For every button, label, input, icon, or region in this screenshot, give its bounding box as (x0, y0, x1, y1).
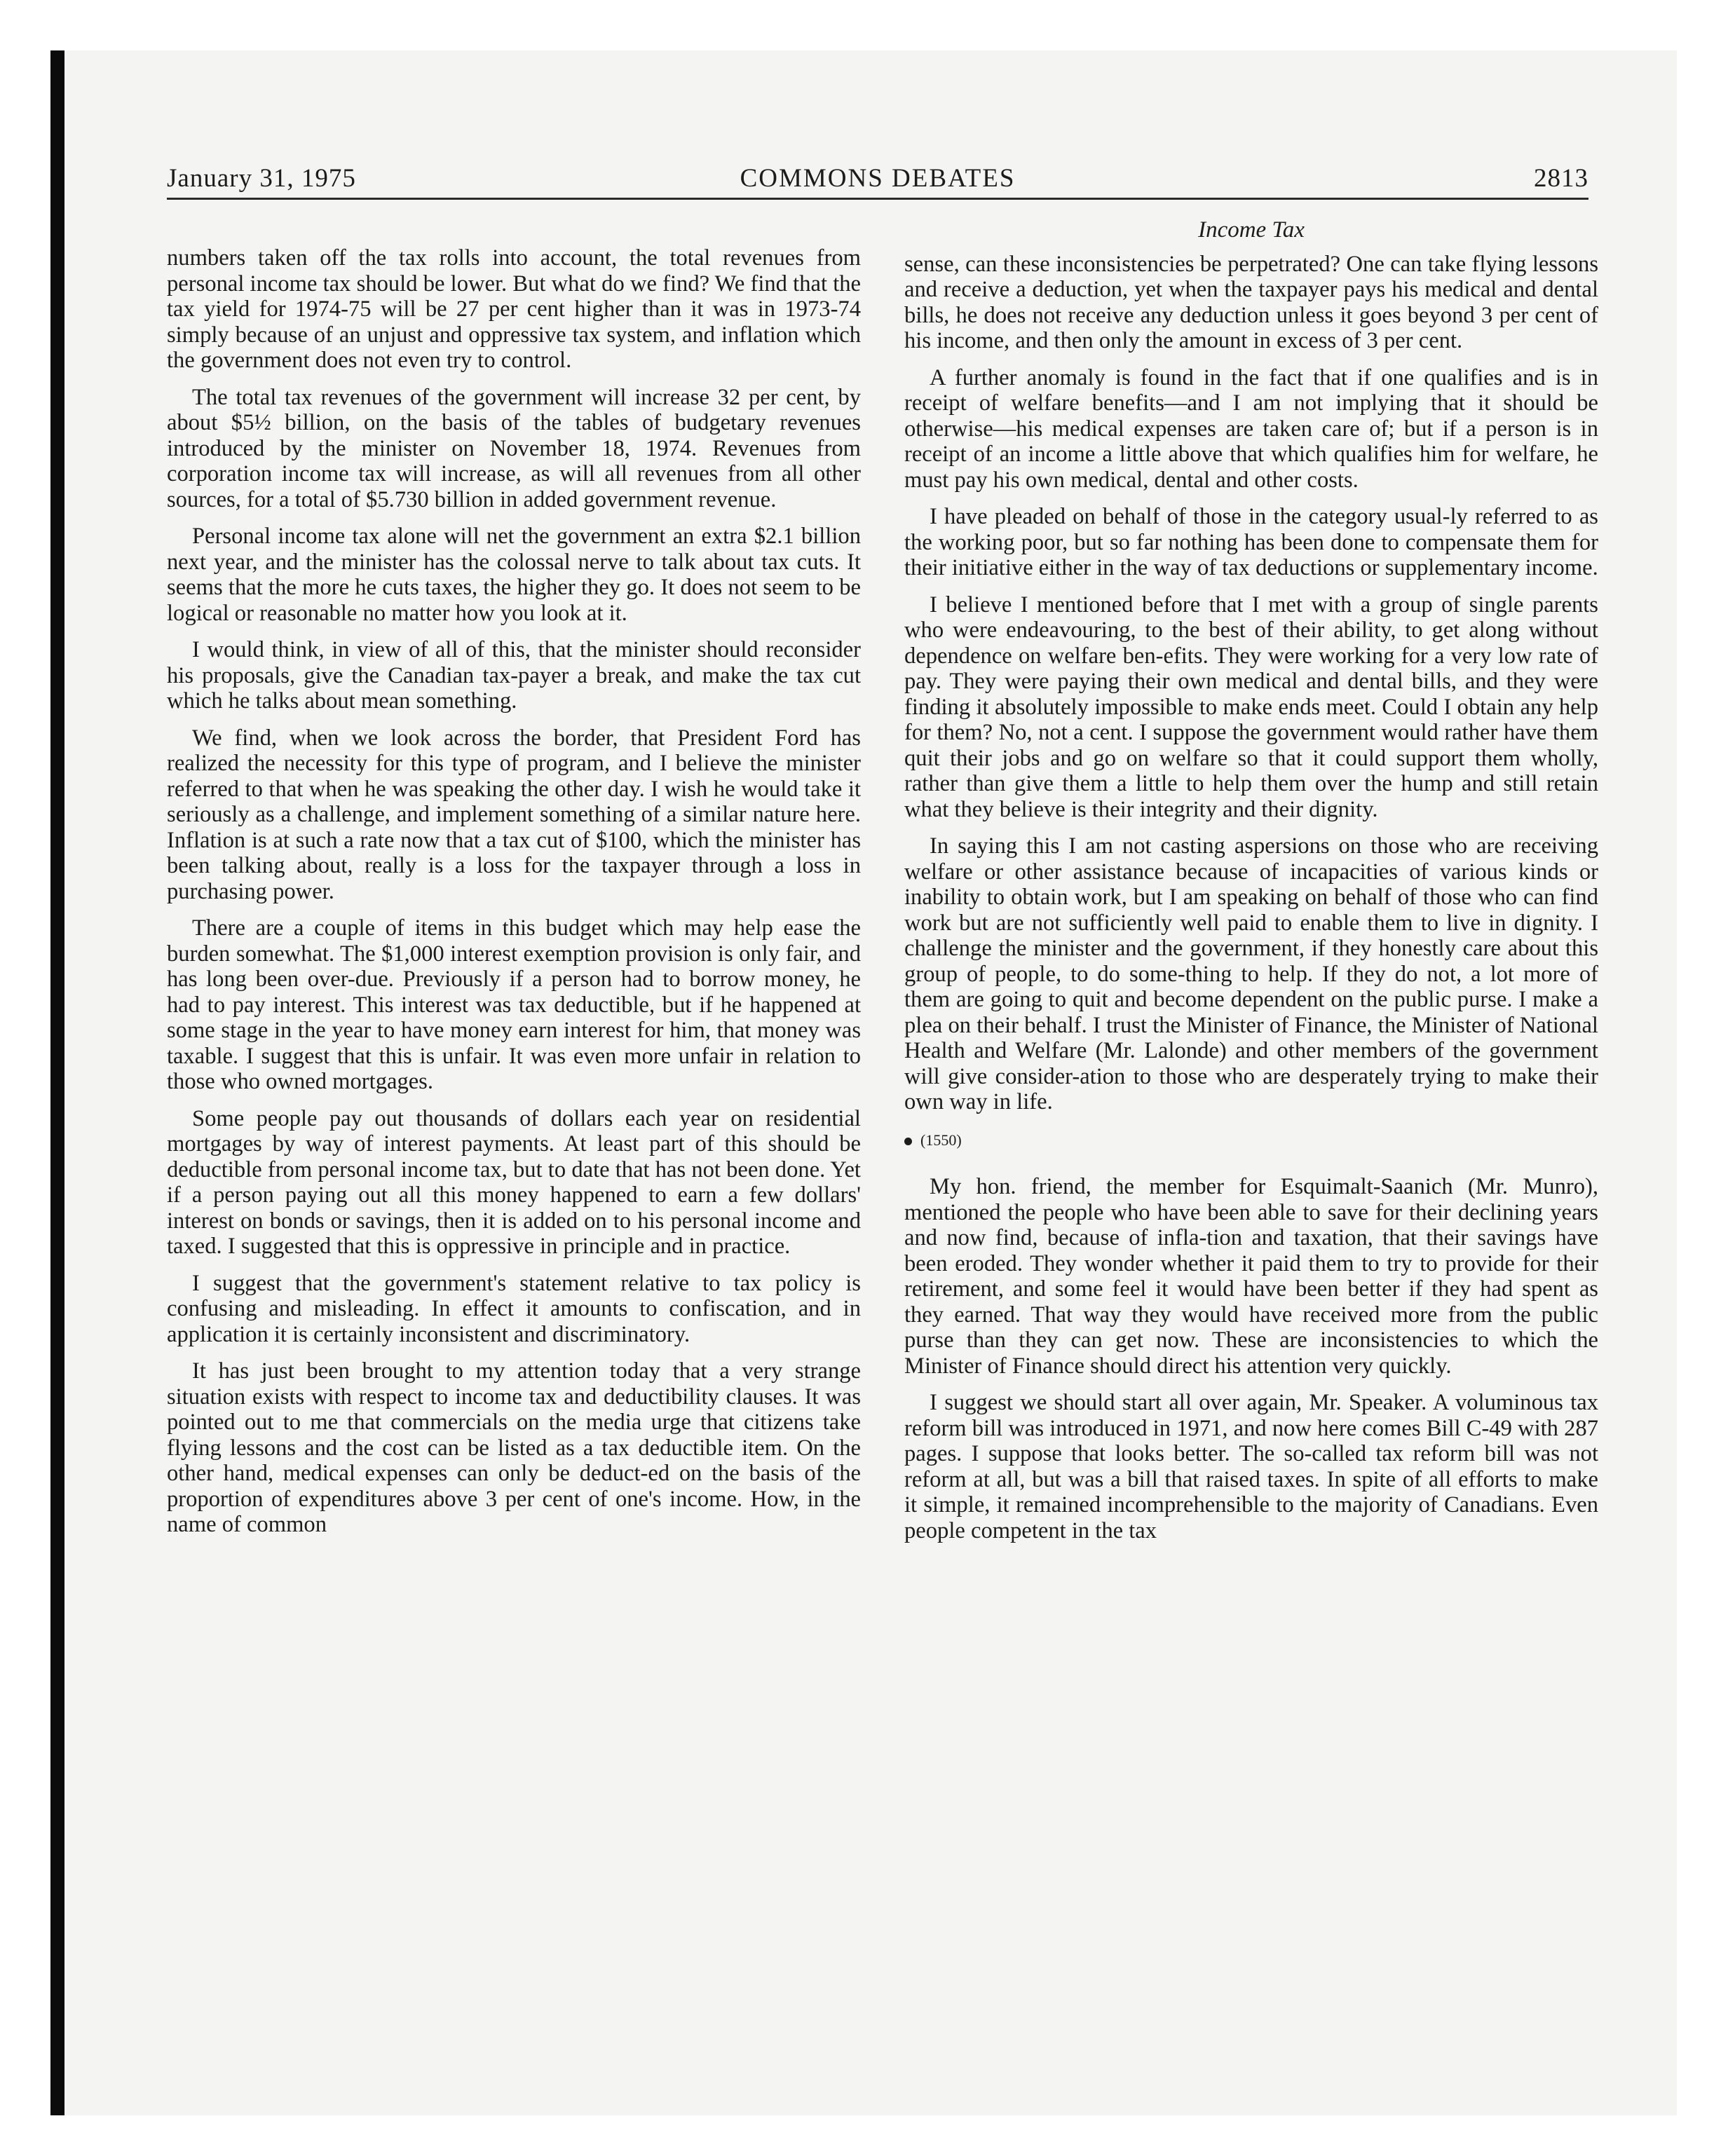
section-title: Income Tax (1198, 217, 1305, 243)
paragraph: I would think, in view of all of this, that the minister should reconsider his proposals, give the Canadian tax-payer a break, and make the tax cut which he talks about mean something. (167, 637, 861, 714)
scan-edge-bar (50, 50, 64, 2115)
left-column (167, 245, 861, 1549)
paragraph: I have pleaded on behalf of those in the category usual-ly referred to as the working poor, but so far nothing has been done to compensate them for their initiative either in the way of tax deductions or supplementary income. (904, 504, 1598, 580)
paragraph: The total tax revenues of the government will increase 32 per cent, by about $5½ billion, on the basis of the tables of budgetary revenues introduced by the minister on November 18, 1974. Revenues from corporation income tax will increase, as will all revenues from all other sources, for a total of $5.730 billion in added government revenue. (167, 384, 861, 512)
paragraph: We find, when we look across the border, that President Ford has realized the necessity for this type of program, and I believe the minister referred to that when he was speaking the other day. I wish he would take it seriously as a challenge, and implement something of a similar nature here. Inflation is at such a rate now that a tax cut of $100, which the minister has been talking about, really is a loss for the taxpayer through a loss in purchasing power. (167, 725, 861, 904)
paragraph: A further anomaly is found in the fact that if one qualifies and is in receipt of welfare benefits—and I am not implying that it should be otherwise—his medical expenses are taken care of; but if a person is in receipt of an income a little above that which qualifies him for welfare, he must pay his own medical, dental and other costs. (904, 364, 1598, 493)
paragraph: In saying this I am not casting aspersions on those who are receiving welfare or other assistance because of incapacities of various kinds or inability to obtain work, but I am speaking on behalf of those who can find work but are not sufficiently well paid to enable them to live in dignity. I challenge the minister and the government, if they honestly care about this group of people, to do some-thing to help. If they do not, a lot more of them are going to quit and become dependent on the public purse. I make a plea on their behalf. I trust the Minister of Finance, the Minister of National Health and Welfare (Mr. Lalonde) and other members of the government will give consider-ation to those who are desperately trying to make their own way in life. (904, 833, 1598, 1114)
paragraph: I suggest that the government's statement relative to tax policy is confusing and misleading. In effect it amounts to confiscation, and in application it is certainly inconsistent and discriminatory. (167, 1270, 861, 1347)
header-title: COMMONS DEBATES (740, 164, 1016, 193)
paragraph: My hon. friend, the member for Esquimalt-Saanich (Mr. Munro), mentioned the people who have been able to save for their declining years and now find, because of infla-tion and taxation, that their savings have been eroded. They wonder whether it paid them to try to provide for their retirement, and some feel it would have been better if they had spent as they earned. That way they would have received more from the public purse than they can get now. These are inconsistencies to which the Minister of Finance should direct his attention very quickly. (904, 1174, 1598, 1379)
header-date: January 31, 1975 (167, 164, 356, 193)
paragraph: Some people pay out thousands of dollars each year on residential mortgages by way of interest payments. At least part of this should be deductible from personal income tax, but to date that has not been done. Yet if a person paying out all this money happened to earn a few dollars' interest on bonds or savings, then it is added on to his personal income and taxed. I suggested that this is oppressive in principle and in practice. (167, 1105, 861, 1259)
paragraph: Personal income tax alone will net the government an extra $2.1 billion next year, and the minister has the colossal nerve to talk about tax cuts. It seems that the more he cuts taxes, the higher they go. It does not seem to be logical or reasonable no matter how you look at it. (167, 524, 861, 626)
paragraph: numbers taken off the tax rolls into account, the total revenues from personal income tax should be lower. But what do we find? We find that the tax yield for 1974-75 will be 27 per cent higher than it was in 1973-74 simply because of an unjust and oppressive tax system, and inflation which the government does not even try to control. (167, 245, 861, 373)
time-marker (904, 1128, 1598, 1154)
header-page-number: 2813 (1534, 164, 1588, 193)
right-column (904, 217, 1598, 1555)
bullet-icon (904, 1138, 912, 1145)
paragraph: It has just been brought to my attention today that a very strange situation exists with respect to income tax and deductibility clauses. It was pointed out to me that commercials on the media urge that citizens take flying lessons and the cost can be listed as a tax deductible item. On the other hand, medical expenses can only be deduct-ed on the basis of the proportion of expenditures above 3 per cent of one's income. How, in the name of common (167, 1358, 861, 1537)
time-marker-text: (1550) (920, 1131, 962, 1149)
paragraph: I suggest we should start all over again, Mr. Speaker. A voluminous tax reform bill was introduced in 1971, and now here comes Bill C-49 with 287 pages. I suppose that looks better. The so-called tax reform bill was not reform at all, but was a bill that raised taxes. In spite of all efforts to make it simple, it remained incomprehensible to the majority of Canadians. Even people competent in the tax (904, 1390, 1598, 1543)
paragraph: sense, can these inconsistencies be perpetrated? One can take flying lessons and receive a deduction, yet when the taxpayer pays his medical and dental bills, he does not receive any deduction unless it goes beyond 3 per cent of his income, and then only the amount in excess of 3 per cent. (904, 251, 1598, 353)
page-header (167, 158, 1588, 200)
paragraph: There are a couple of items in this budget which may help ease the burden somewhat. The $1,000 interest exemption provision is only fair, and has long been over-due. Previously if a person had to borrow money, he had to pay interest. This interest was tax deductible, but if he happened at some stage in the year to have money earn interest for him, that money was taxable. I suggest that this is unfair. It was even more unfair in relation to those who owned mortgages. (167, 915, 861, 1094)
paragraph: I believe I mentioned before that I met with a group of single parents who were endeavouring, to the best of their ability, to get along without dependence on welfare ben-efits. They were working for a very low rate of pay. They were paying their own medical and dental bills, and they were finding it absolutely impossible to make ends meet. Could I obtain any help for them? No, not a cent. I suppose the government would rather have them quit their jobs and go on welfare so that it could support them wholly, rather than give them a little to help them over the hump and still retain what they believe is their integrity and their dignity. (904, 592, 1598, 822)
